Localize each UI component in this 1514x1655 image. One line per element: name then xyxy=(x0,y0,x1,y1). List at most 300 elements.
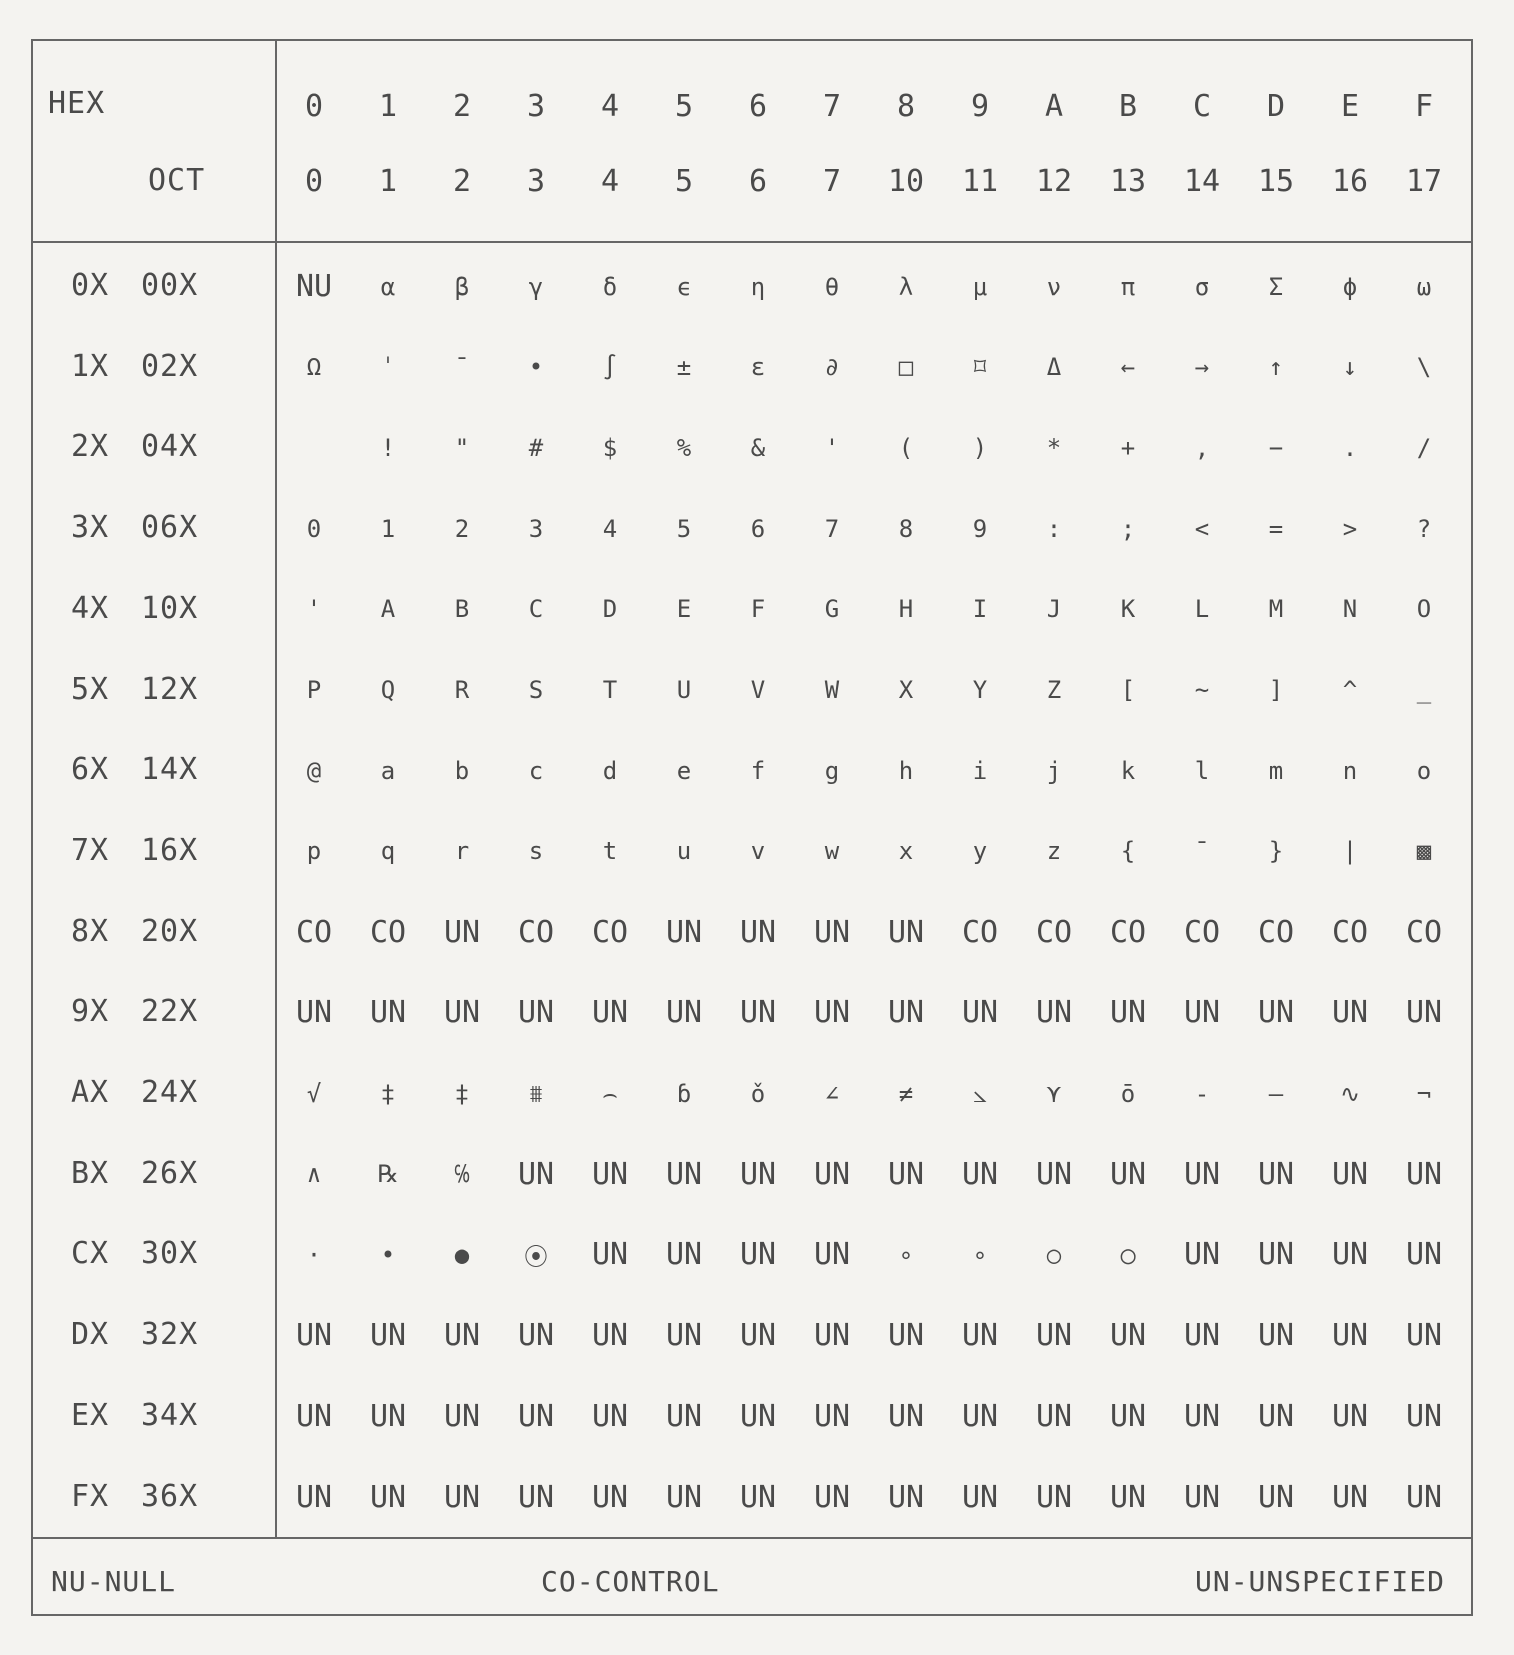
oct-column-label: 3 xyxy=(526,163,546,199)
row-hex-label: DX xyxy=(71,1317,110,1353)
row-oct-label: 06X xyxy=(141,510,199,546)
row-oct-label: 22X xyxy=(141,994,199,1030)
character-cell: ○ xyxy=(1046,1240,1062,1269)
character-cell: — xyxy=(1268,1079,1284,1108)
table-row xyxy=(33,488,1471,569)
character-cell: UN xyxy=(295,1318,333,1354)
row-hex-label: 2X xyxy=(71,429,110,465)
oct-column-label: 14 xyxy=(1183,163,1221,199)
character-cell: UN xyxy=(813,995,851,1031)
character-cell: · xyxy=(306,1240,322,1269)
table-row xyxy=(33,811,1471,892)
character-cell: 4 xyxy=(602,514,618,543)
character-cell: m xyxy=(1268,756,1284,785)
character-cell: UN xyxy=(1405,995,1443,1031)
character-cell: ¬ xyxy=(1416,1079,1432,1108)
character-cell: UN xyxy=(1257,1318,1295,1354)
character-cell: ● xyxy=(454,1240,470,1269)
oct-column-label: 12 xyxy=(1035,163,1073,199)
character-cell: UN xyxy=(591,1156,629,1192)
row-hex-label: 7X xyxy=(71,832,110,868)
character-cell: ⦣ xyxy=(973,1079,987,1108)
character-cell: ɛ xyxy=(750,353,766,382)
row-oct-label: 30X xyxy=(141,1236,199,1272)
character-cell: y xyxy=(972,837,988,866)
character-cell: ? xyxy=(1416,514,1432,543)
character-cell: • xyxy=(528,353,544,382)
character-cell: J xyxy=(1046,595,1062,624)
character-cell: @ xyxy=(306,756,322,785)
character-cell: UN xyxy=(295,1398,333,1434)
character-cell: E xyxy=(676,595,692,624)
hex-column-label: 2 xyxy=(452,88,472,124)
header-divider xyxy=(33,241,1471,243)
character-cell: ! xyxy=(380,433,396,462)
character-cell: u xyxy=(676,837,692,866)
character-cell: ℅ xyxy=(454,1160,470,1189)
hex-column-label: 7 xyxy=(822,88,842,124)
table-row xyxy=(33,650,1471,731)
character-cell: ∘ xyxy=(972,1240,988,1269)
character-cell: UN xyxy=(1405,1237,1443,1273)
character-cell: CO xyxy=(1257,914,1295,950)
character-cell: UN xyxy=(665,914,703,950)
row-oct-label: 24X xyxy=(141,1075,199,1110)
character-cell: ⋎ xyxy=(1046,1079,1062,1108)
character-cell: UN xyxy=(961,1479,999,1515)
character-cell: ^ xyxy=(1342,676,1358,704)
table-row xyxy=(33,407,1471,488)
character-cell: UN xyxy=(1109,1156,1147,1192)
character-cell: - xyxy=(1194,1079,1210,1108)
character-cell: UN xyxy=(739,1398,777,1434)
character-cell: UN xyxy=(369,1398,407,1434)
character-cell: Σ xyxy=(1268,272,1284,301)
table-row xyxy=(33,892,1471,973)
character-cell: √ xyxy=(306,1079,322,1108)
character-cell: δ xyxy=(602,272,618,301)
oct-column-label: 5 xyxy=(674,163,694,199)
character-cell: + xyxy=(1120,433,1136,462)
character-cell: θ xyxy=(824,272,840,301)
character-cell: ϕ xyxy=(1342,272,1358,301)
character-cell: h xyxy=(898,756,914,785)
character-cell: Z xyxy=(1046,676,1062,704)
character-cell: ∧ xyxy=(306,1160,322,1189)
hex-header-row xyxy=(33,66,1471,146)
character-cell: UN xyxy=(1109,1479,1147,1515)
character-cell: n xyxy=(1342,756,1358,785)
character-cell: UN xyxy=(295,1479,333,1515)
hex-column-label: F xyxy=(1414,88,1434,124)
hex-column-label: 8 xyxy=(896,88,916,124)
character-cell: z xyxy=(1046,837,1062,866)
character-cell: 3 xyxy=(528,514,544,543)
character-cell: UN xyxy=(1183,1156,1221,1192)
character-cell: CO xyxy=(295,914,333,950)
character-cell: x xyxy=(898,837,914,866)
row-hex-label: FX xyxy=(71,1478,110,1514)
row-hex-label: 9X xyxy=(71,994,110,1030)
character-cell: / xyxy=(1416,433,1432,462)
character-cell: UN xyxy=(517,1479,555,1515)
footer-divider xyxy=(33,1537,1471,1539)
character-cell: UN xyxy=(443,995,481,1031)
character-cell: UN xyxy=(443,1318,481,1354)
character-cell: q xyxy=(380,837,396,866)
character-cell: UN xyxy=(1405,1479,1443,1515)
character-cell: ǒ xyxy=(750,1079,766,1108)
character-cell: X xyxy=(898,676,914,704)
character-cell: l xyxy=(1194,756,1210,785)
character-cell: UN xyxy=(1035,1318,1073,1354)
table-row xyxy=(33,1295,1471,1376)
character-cell: UN xyxy=(1035,995,1073,1031)
character-cell: { xyxy=(1120,837,1136,866)
character-cell: U xyxy=(676,676,692,704)
row-hex-label: 6X xyxy=(71,752,110,788)
character-cell: UN xyxy=(665,1318,703,1354)
character-cell: β xyxy=(454,272,470,301)
character-cell: UN xyxy=(369,995,407,1031)
character-cell: UN xyxy=(1331,1318,1369,1354)
oct-column-label: 1 xyxy=(378,163,398,199)
character-cell: UN xyxy=(1405,1318,1443,1354)
oct-column-label: 11 xyxy=(961,163,999,199)
character-cell: UN xyxy=(369,1479,407,1515)
character-cell: UN xyxy=(1257,995,1295,1031)
hex-column-label: B xyxy=(1118,88,1138,124)
character-cell: ⩩ xyxy=(529,1079,543,1108)
character-cell: Ω xyxy=(306,353,322,382)
character-cell: UN xyxy=(1331,1398,1369,1434)
character-cell: η xyxy=(750,272,766,301)
character-cell: i xyxy=(972,756,988,785)
table-row xyxy=(33,730,1471,811)
character-cell: UN xyxy=(1183,1479,1221,1515)
label-column-divider xyxy=(275,41,277,1537)
character-cell: Y xyxy=(972,676,988,704)
character-cell: 2 xyxy=(454,514,470,543)
character-cell: O xyxy=(1416,595,1432,624)
character-cell: UN xyxy=(1109,995,1147,1031)
character-cell: UN xyxy=(961,995,999,1031)
character-cell: L xyxy=(1194,595,1210,624)
character-cell: o xyxy=(1416,756,1432,785)
character-cell: # xyxy=(528,433,544,462)
character-cell: UN xyxy=(665,1156,703,1192)
character-cell: CO xyxy=(1035,914,1073,950)
table-row xyxy=(33,246,1471,327)
character-cell: UN xyxy=(1183,1237,1221,1273)
character-cell: } xyxy=(1268,837,1284,866)
legend-control: CO-CONTROL xyxy=(541,1565,720,1598)
character-cell: UN xyxy=(665,1398,703,1434)
character-cell: ∂ xyxy=(824,353,840,382)
character-cell: UN xyxy=(1257,1237,1295,1273)
character-cell: = xyxy=(1268,514,1284,543)
character-cell: UN xyxy=(517,1318,555,1354)
hex-column-label: 6 xyxy=(748,88,768,124)
character-cell: ( xyxy=(898,433,914,462)
character-cell: ō xyxy=(1120,1079,1136,1108)
row-hex-label: 3X xyxy=(71,510,110,546)
character-cell: S xyxy=(528,676,544,704)
character-cell: CO xyxy=(1331,914,1369,950)
character-cell: V xyxy=(750,676,766,704)
character-cell: UN xyxy=(1109,1318,1147,1354)
character-cell: UN xyxy=(369,1318,407,1354)
character-cell: UN xyxy=(961,1398,999,1434)
row-oct-label: 32X xyxy=(141,1317,199,1353)
character-cell: UN xyxy=(665,1479,703,1515)
character-cell: < xyxy=(1194,514,1210,543)
row-hex-label: CX xyxy=(71,1236,110,1272)
character-cell: UN xyxy=(1257,1156,1295,1192)
character-cell: I xyxy=(972,595,988,624)
character-cell: UN xyxy=(813,914,851,950)
row-hex-label: 5X xyxy=(71,671,110,707)
row-hex-label: 4X xyxy=(71,590,110,626)
character-cell: ¯ xyxy=(454,353,470,382)
character-cell: UN xyxy=(739,1156,777,1192)
character-cell: ‡ xyxy=(380,1079,396,1108)
character-cell: UN xyxy=(295,995,333,1031)
character-cell: ∫ xyxy=(602,353,618,382)
character-cell: a xyxy=(380,756,396,785)
hex-column-label: 5 xyxy=(674,88,694,124)
hex-column-label: C xyxy=(1192,88,1212,124)
character-cell: σ xyxy=(1194,272,1210,301)
character-cell: γ xyxy=(528,272,544,301)
row-oct-label: 02X xyxy=(141,348,199,384)
character-cell: v xyxy=(750,837,766,866)
character-cell: ⌢ xyxy=(602,1079,618,1108)
character-cell: UN xyxy=(1035,1479,1073,1515)
table-row xyxy=(33,1376,1471,1457)
character-cell: UN xyxy=(739,914,777,950)
row-oct-label: 20X xyxy=(141,913,199,949)
character-cell: UN xyxy=(1331,995,1369,1031)
character-cell: α xyxy=(380,272,396,301)
character-cell: UN xyxy=(887,995,925,1031)
character-cell: □ xyxy=(898,353,914,382)
character-cell: UN xyxy=(591,995,629,1031)
hex-label: HEX xyxy=(48,86,106,121)
oct-column-label: 7 xyxy=(822,163,842,199)
character-cell: ℞ xyxy=(377,1160,399,1189)
character-cell: c xyxy=(528,756,544,785)
character-cell: UN xyxy=(739,1318,777,1354)
character-cell: CO xyxy=(961,914,999,950)
character-cell: UN xyxy=(887,1318,925,1354)
character-cell: ‡ xyxy=(454,1079,470,1108)
character-cell: CO xyxy=(517,914,555,950)
character-cell: UN xyxy=(443,1398,481,1434)
oct-column-label: 0 xyxy=(304,163,324,199)
character-cell: 8 xyxy=(898,514,914,543)
character-cell: NU xyxy=(295,269,333,304)
oct-header-row xyxy=(33,141,1471,221)
character-cell: Δ xyxy=(1046,353,1062,382)
character-cell: UN xyxy=(1183,1398,1221,1434)
row-oct-label: 14X xyxy=(141,752,199,788)
character-cell: − xyxy=(1268,433,1284,462)
character-cell: , xyxy=(1194,433,1210,462)
character-cell: ' xyxy=(824,433,840,462)
hex-column-label: 9 xyxy=(970,88,990,124)
row-oct-label: 00X xyxy=(141,268,199,303)
character-cell: UN xyxy=(1109,1398,1147,1434)
oct-column-label: 17 xyxy=(1405,163,1443,199)
character-cell: UN xyxy=(887,1479,925,1515)
character-cell: ɓ xyxy=(676,1079,692,1108)
character-cell: UN xyxy=(1257,1479,1295,1515)
character-cell: * xyxy=(1046,433,1062,462)
character-cell: " xyxy=(454,433,470,462)
character-cell: ∘ xyxy=(898,1240,914,1269)
character-cell: ~ xyxy=(1194,676,1210,704)
character-cell: UN xyxy=(1331,1479,1369,1515)
table-row xyxy=(33,1457,1471,1538)
oct-column-label: 15 xyxy=(1257,163,1295,199)
hex-column-label: 0 xyxy=(304,88,324,124)
character-cell: UN xyxy=(1331,1156,1369,1192)
row-oct-label: 16X xyxy=(141,832,199,868)
character-cell: UN xyxy=(1405,1398,1443,1434)
oct-column-label: 2 xyxy=(452,163,472,199)
character-cell: UN xyxy=(1405,1156,1443,1192)
character-cell: 6 xyxy=(750,514,766,543)
character-cell: UN xyxy=(665,1237,703,1273)
character-code-table xyxy=(31,39,1473,1616)
character-cell: UN xyxy=(517,1398,555,1434)
row-hex-label: AX xyxy=(71,1075,110,1110)
row-oct-label: 34X xyxy=(141,1397,199,1433)
character-cell: N xyxy=(1342,595,1358,624)
character-cell: UN xyxy=(517,995,555,1031)
character-cell: W xyxy=(824,676,840,704)
character-cell: UN xyxy=(443,914,481,950)
character-cell: UN xyxy=(887,1156,925,1192)
row-oct-label: 10X xyxy=(141,590,199,626)
character-cell: b xyxy=(454,756,470,785)
character-cell: ▩ xyxy=(1416,837,1432,866)
character-cell: ↓ xyxy=(1342,353,1358,382)
character-cell: ∿ xyxy=(1339,1079,1361,1108)
character-cell: • xyxy=(380,1240,396,1269)
character-cell: t xyxy=(602,837,618,866)
character-cell: 5 xyxy=(676,514,692,543)
character-cell: CO xyxy=(591,914,629,950)
character-cell: UN xyxy=(739,1237,777,1273)
legend xyxy=(33,1541,1471,1616)
character-cell: CO xyxy=(1405,914,1443,950)
character-cell: UN xyxy=(739,1479,777,1515)
character-cell: ] xyxy=(1268,676,1284,704)
character-cell: ← xyxy=(1120,353,1136,382)
character-cell: & xyxy=(750,433,766,462)
character-cell: ) xyxy=(972,433,988,462)
oct-column-label: 4 xyxy=(600,163,620,199)
character-cell: F xyxy=(750,595,766,624)
character-cell: w xyxy=(824,837,840,866)
row-hex-label: 1X xyxy=(71,348,110,384)
character-cell: A xyxy=(380,595,396,624)
character-cell: ¯ xyxy=(1194,837,1210,866)
character-cell: CO xyxy=(1109,914,1147,950)
character-cell: UN xyxy=(739,995,777,1031)
row-oct-label: 26X xyxy=(141,1155,199,1191)
character-cell: CO xyxy=(1183,914,1221,950)
character-cell: p xyxy=(306,837,322,866)
character-cell: 0 xyxy=(306,514,322,543)
character-cell: $ xyxy=(602,433,618,462)
character-cell: UN xyxy=(1331,1237,1369,1273)
character-cell: UN xyxy=(961,1156,999,1192)
table-row xyxy=(33,1134,1471,1215)
character-cell: UN xyxy=(813,1318,851,1354)
character-cell: ; xyxy=(1120,514,1136,543)
character-cell: e xyxy=(676,756,692,785)
character-cell: UN xyxy=(1035,1156,1073,1192)
character-cell: > xyxy=(1342,514,1358,543)
character-cell: UN xyxy=(887,914,925,950)
character-cell: P xyxy=(306,676,322,704)
character-cell: 7 xyxy=(824,514,840,543)
character-cell: _ xyxy=(1416,676,1432,704)
character-cell: ↑ xyxy=(1268,353,1284,382)
character-cell: UN xyxy=(591,1479,629,1515)
character-cell: B xyxy=(454,595,470,624)
character-cell: UN xyxy=(961,1318,999,1354)
character-cell: ≠ xyxy=(898,1079,914,1108)
character-cell: UN xyxy=(1183,1318,1221,1354)
character-cell: k xyxy=(1120,756,1136,785)
row-oct-label: 12X xyxy=(141,671,199,707)
row-hex-label: BX xyxy=(71,1155,110,1191)
row-oct-label: 36X xyxy=(141,1478,199,1514)
character-cell: C xyxy=(528,595,544,624)
character-cell: j xyxy=(1046,756,1062,785)
character-cell: K xyxy=(1120,595,1136,624)
hex-column-label: A xyxy=(1044,88,1064,124)
character-cell: UN xyxy=(591,1398,629,1434)
row-hex-label: 0X xyxy=(71,268,110,303)
hex-column-label: 3 xyxy=(526,88,546,124)
table-row xyxy=(33,1214,1471,1295)
table-row xyxy=(33,569,1471,650)
character-cell: [ xyxy=(1120,676,1136,704)
legend-null: NU-NULL xyxy=(51,1565,177,1598)
table-row xyxy=(33,1053,1471,1134)
character-cell: ± xyxy=(676,353,692,382)
character-cell: UN xyxy=(591,1237,629,1273)
character-cell: s xyxy=(528,837,544,866)
character-cell: UN xyxy=(443,1479,481,1515)
hex-column-label: 4 xyxy=(600,88,620,124)
character-cell: ˈ xyxy=(380,353,396,382)
row-oct-label: 04X xyxy=(141,429,199,465)
character-cell: UN xyxy=(591,1318,629,1354)
character-cell: UN xyxy=(813,1237,851,1273)
character-cell: r xyxy=(454,837,470,866)
character-cell: UN xyxy=(813,1156,851,1192)
oct-column-label: 6 xyxy=(748,163,768,199)
character-cell: M xyxy=(1268,595,1284,624)
oct-column-label: 13 xyxy=(1109,163,1147,199)
hex-column-label: E xyxy=(1340,88,1360,124)
